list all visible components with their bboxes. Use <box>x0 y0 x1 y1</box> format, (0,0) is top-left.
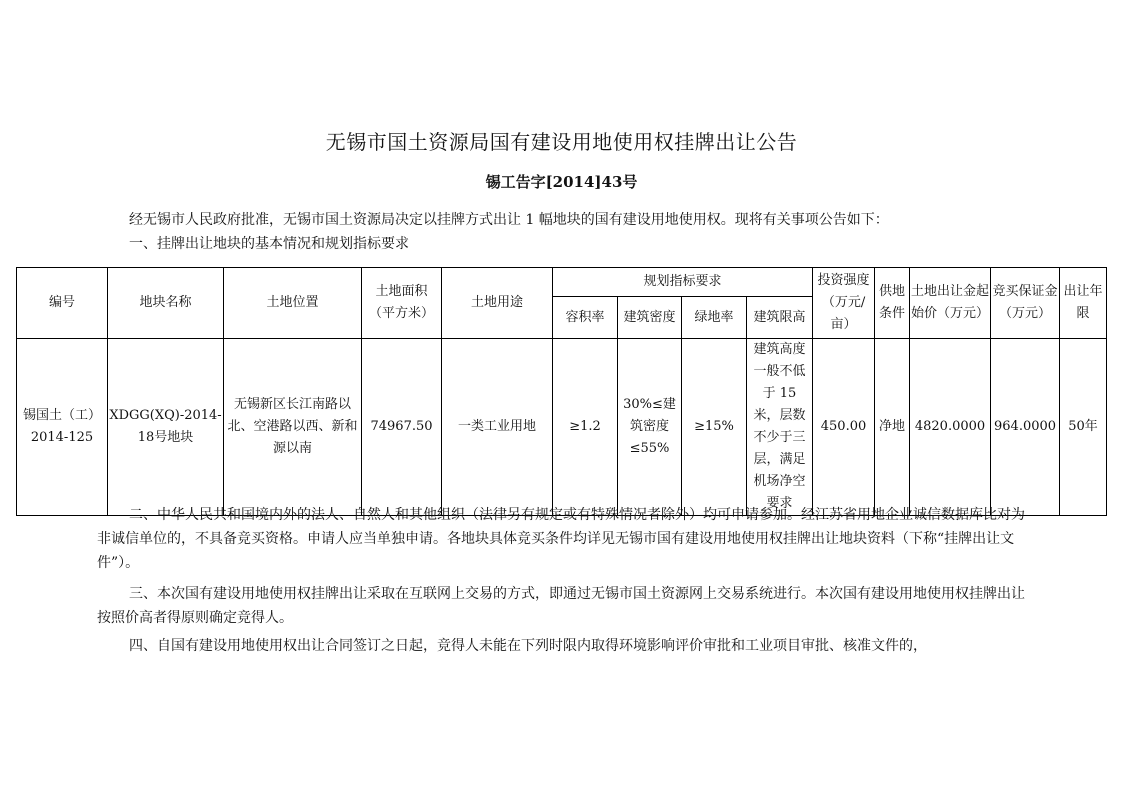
header-location: 土地位置 <box>224 268 362 339</box>
header-supply: 供地条件 <box>875 268 910 339</box>
table-header-row <box>17 268 1107 297</box>
cell-id: 锡国土（工）2014-125 <box>17 339 108 516</box>
cell-height: 建筑高度一般不低于 15 米，层数不少于三层，满足机场净空要求 <box>747 339 813 516</box>
header-planning: 规划指标要求 <box>553 268 813 297</box>
header-term: 出让年限 <box>1060 268 1107 339</box>
cell-term: 50年 <box>1060 339 1107 516</box>
cell-investment: 450.00 <box>813 339 875 516</box>
cell-density: 30%≤建筑密度≤55% <box>618 339 682 516</box>
header-height: 建筑限高 <box>747 297 813 339</box>
cell-location: 无锡新区长江南路以北、空港路以西、新和源以南 <box>224 339 362 516</box>
document-number: 锡工告字[2014]43号 <box>485 173 638 191</box>
header-start-price: 土地出让金起始价（万元） <box>910 268 991 339</box>
cell-green: ≥15% <box>682 339 747 516</box>
intro-paragraph: 经无锡市人民政府批准，无锡市国土资源局决定以挂牌方式出让 1 幅地块的国有建设用地使用权。现将有关事项公告如下： <box>129 212 889 228</box>
cell-start-price: 4820.0000 <box>910 339 991 516</box>
header-density: 建筑密度 <box>618 297 682 339</box>
header-green: 绿地率 <box>682 297 747 339</box>
header-name: 地块名称 <box>108 268 224 339</box>
land-parcel-table <box>16 267 1107 516</box>
header-area: 土地面积（平方米） <box>362 268 442 339</box>
cell-far: ≥1.2 <box>553 339 618 516</box>
cell-area: 74967.50 <box>362 339 442 516</box>
page-title: 无锡市国土资源局国有建设用地使用权挂牌出让公告 <box>325 130 798 154</box>
cell-supply: 净地 <box>875 339 910 516</box>
header-use: 土地用途 <box>442 268 553 339</box>
paragraph-2: 二、中华人民共和国境内外的法人、自然人和其他组织（法律另有规定或有特殊情况者除外）均可申请参加。经江苏省用地企业诚信数据库比对为非诚信单位的，不具备竞买资格。申请人应当单独申请。各地块具体竞买条件均详见无锡市国有建设用地使用权挂牌出让地块资料（下称“挂牌出让文件”）。 <box>97 507 1025 571</box>
paragraph-4: 四、自国有建设用地使用权出让合同签订之日起，竞得人未能在下列时限内取得环境影响评价审批和工业项目审批、核准文件的， <box>129 638 927 654</box>
header-far: 容积率 <box>553 297 618 339</box>
header-deposit: 竞买保证金（万元） <box>991 268 1060 339</box>
paragraph-3: 三、本次国有建设用地使用权挂牌出让采取在互联网上交易的方式，即通过无锡市国土资源网上交易系统进行。本次国有建设用地使用权挂牌出让按照价高者得原则确定竞得人。 <box>97 586 1025 626</box>
cell-name: XDGG(XQ)-2014-18号地块 <box>108 339 224 516</box>
cell-deposit: 964.0000 <box>991 339 1060 516</box>
header-investment: 投资强度（万元/亩） <box>813 268 875 339</box>
table-row <box>17 339 1107 516</box>
header-id: 编号 <box>17 268 108 339</box>
section1-heading: 一、挂牌出让地块的基本情况和规划指标要求 <box>129 236 409 252</box>
cell-use: 一类工业用地 <box>442 339 553 516</box>
